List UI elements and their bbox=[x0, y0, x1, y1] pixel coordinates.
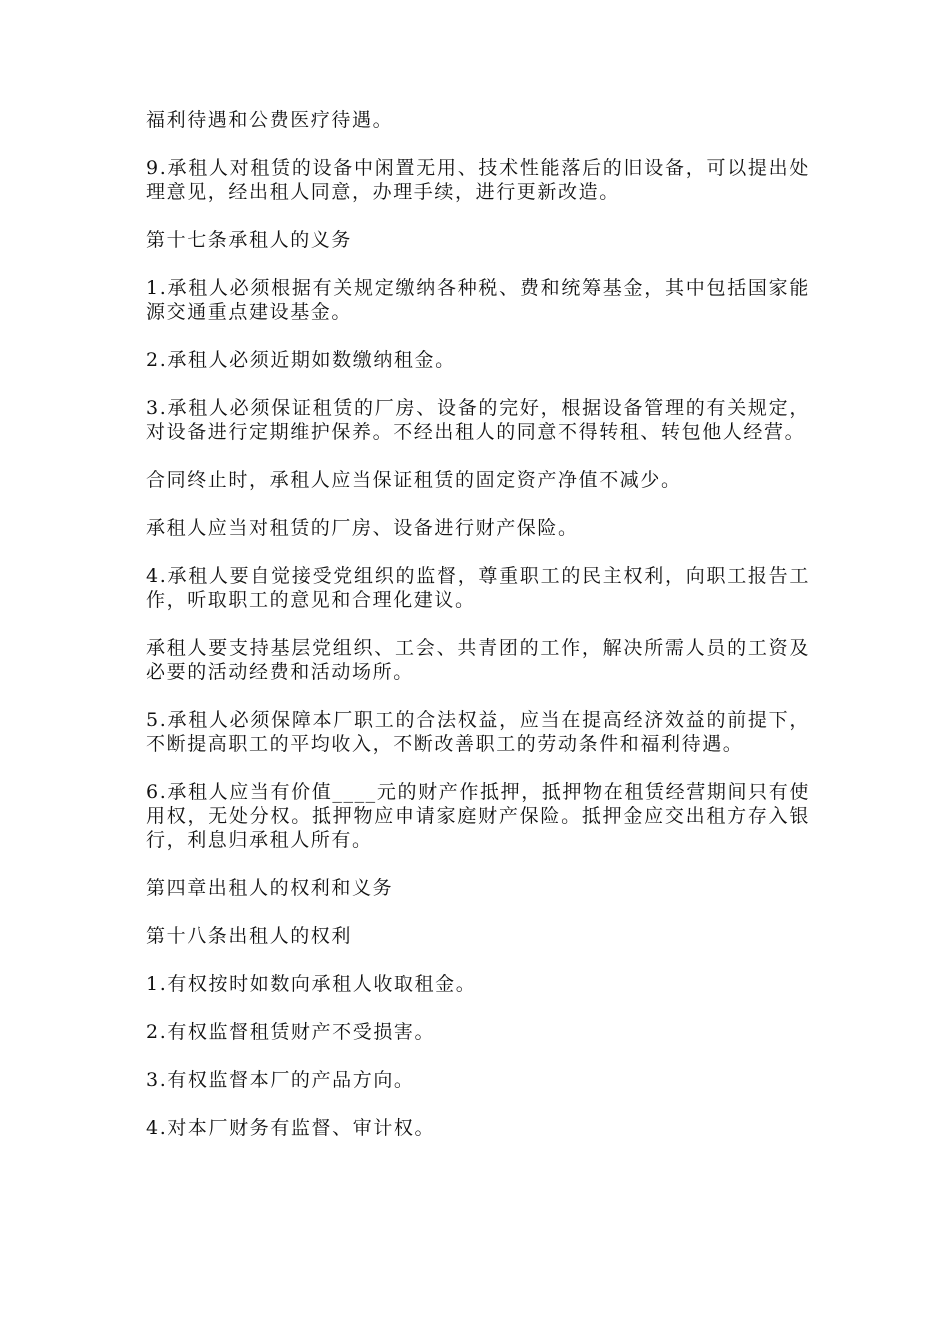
paragraph: 6.承租人应当有价值____元的财产作抵押，抵押物在租赁经营期间只有使用权，无处分权。抵押物应申请家庭财产保险。抵押金应交出租方存入银行，利息归承租人所有。 bbox=[146, 781, 810, 851]
paragraph: 承租人要支持基层党组织、工会、共青团的工作，解决所需人员的工资及必要的活动经费和活动场所。 bbox=[146, 637, 810, 683]
paragraph: 合同终止时，承租人应当保证租赁的固定资产净值不减少。 bbox=[146, 469, 682, 491]
paragraph: 承租人应当对租赁的厂房、设备进行财产保险。 bbox=[146, 517, 579, 539]
paragraph: 1.承租人必须根据有关规定缴纳各种税、费和统筹基金，其中包括国家能源交通重点建设基金。 bbox=[146, 277, 810, 323]
paragraph: 4.对本厂财务有监督、审计权。 bbox=[146, 1117, 436, 1139]
paragraph: 4.承租人要自觉接受党组织的监督，尊重职工的民主权利，向职工报告工作，听取职工的意见和合理化建议。 bbox=[146, 565, 810, 611]
paragraph: 1.有权按时如数向承租人收取租金。 bbox=[146, 973, 477, 995]
paragraph: 2.有权监督租赁财产不受损害。 bbox=[146, 1021, 436, 1043]
paragraph: 3.承租人必须保证租赁的厂房、设备的完好，根据设备管理的有关规定，对设备进行定期维护保养。不经出租人的同意不得转租、转包他人经营。 bbox=[146, 397, 810, 443]
paragraph: 9.承租人对租赁的设备中闲置无用、技术性能落后的旧设备，可以提出处理意见，经出租人同意，办理手续，进行更新改造。 bbox=[146, 157, 810, 203]
paragraph: 3.有权监督本厂的产品方向。 bbox=[146, 1069, 415, 1091]
section-heading: 第十八条出租人的权利 bbox=[146, 925, 353, 947]
section-heading: 第十七条承租人的义务 bbox=[146, 229, 353, 251]
document-page bbox=[146, 108, 810, 1164]
paragraph: 5.承租人必须保障本厂职工的合法权益，应当在提高经济效益的前提下，不断提高职工的平均收入，不断改善职工的劳动条件和福利待遇。 bbox=[146, 709, 810, 755]
paragraph: 2.承租人必须近期如数缴纳租金。 bbox=[146, 349, 456, 371]
paragraph: 福利待遇和公费医疗待遇。 bbox=[146, 109, 394, 131]
chapter-heading: 第四章出租人的权利和义务 bbox=[146, 877, 394, 899]
